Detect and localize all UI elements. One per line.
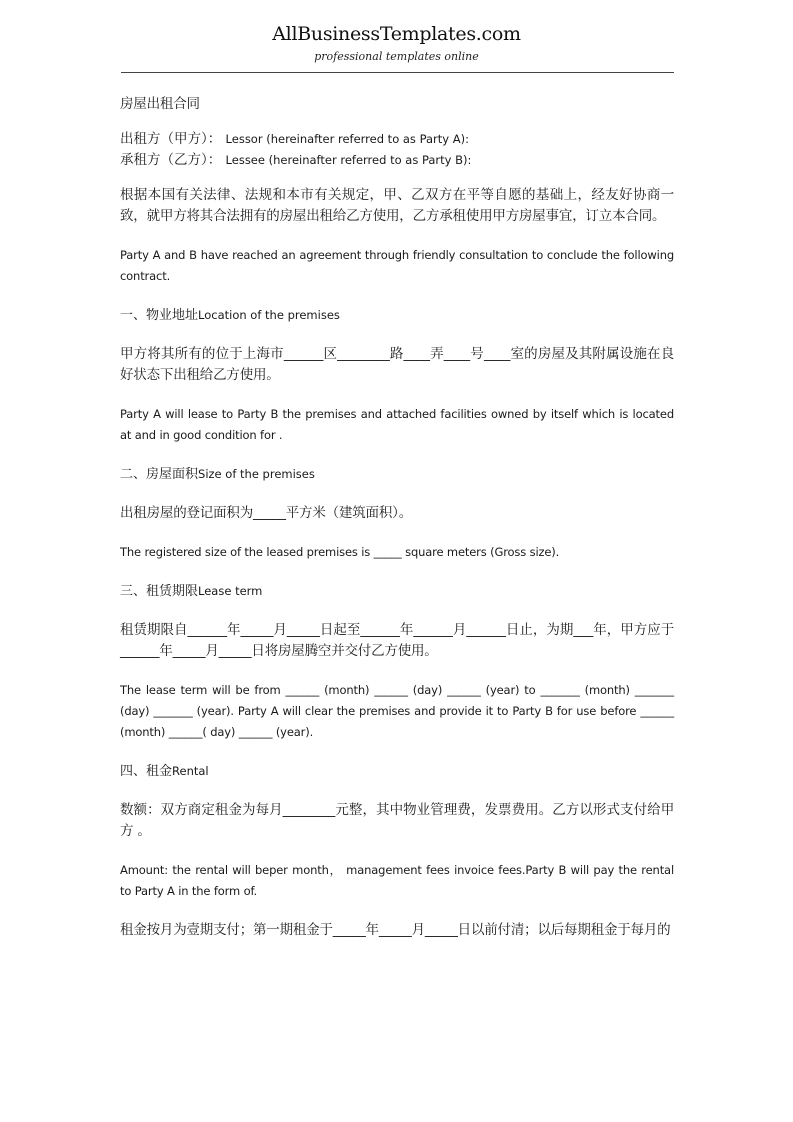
lessee-label-cn: 承租方（乙方）： [120,152,222,168]
lessor-line [120,129,674,150]
section-4-heading-en: Rental [172,764,209,778]
header-divider [121,72,674,73]
lessor-label-en: Lessor (hereinafter referred to as Party A): [225,132,469,146]
section-2-body-cn: 出租房屋的登记面积为_____平方米（建筑面积）。 [120,505,412,521]
site-name: AllBusinessTemplates.com [272,23,521,45]
section-4-body2-cn: 租金按月为壹期支付；第一期租金于_____年_____月_____日以前付清；以后每期租金于每月的 [120,922,671,938]
intro-paragraph-en: Party A and B have reached an agreement through friendly consultation to conclude the following contract. [120,248,674,283]
section-3-heading-cn: 三、租赁期限 [120,584,199,599]
section-1-body-en: Party A will lease to Party B the premises and attached facilities owned by itself which is located at and in good condition for . [120,407,674,442]
lessor-label-cn: 出租方（甲方）： [120,131,222,147]
section-2-heading-cn: 二、房屋面积 [120,467,199,482]
section-2-heading [120,464,674,485]
section-3-heading-en: Lease term [198,584,263,598]
lessee-line [120,150,674,171]
section-1-body-cn: 甲方将其所有的位于上海市______区________路____弄____号____室的房屋及其附属设施在良好状态下出租给乙方使用。 [120,346,674,383]
section-2-body-en: The registered size of the leased premises is _____ square meters (Gross size). [120,545,560,559]
section-3-heading [120,581,674,602]
lessee-label-en: Lessee (hereinafter referred to as Party B): [225,153,472,167]
section-4-body-cn: 数额：双方商定租金为每月________元整，其中物业管理费，发票费用。乙方以形式支付给甲方 。 [120,802,674,839]
section-4-body-en: Amount: the rental will beper month， management fees invoice fees.Party B will pay the rental to Party A in the form of. [120,863,674,898]
contract-document [120,94,674,941]
section-1-heading-en: Location of the premises [198,308,340,322]
section-3-body-cn: 租赁期限自______年_____月_____日起至______年______月______日止，为期___年，甲方应于______年_____月_____日将房屋腾空并交付乙方使用。 [120,622,674,659]
site-tagline: professional templates online [314,50,479,63]
section-2-heading-en: Size of the premises [198,467,315,481]
document-title: 房屋出租合同 [120,96,200,112]
section-1-heading-cn: 一、物业地址 [120,308,199,323]
section-3-body-en: The lease term will be from ______ (month) ______ (day) ______ (year) to _______ (month) _______ (day) _______ (year). Party A will clear the premises and provide it to Party B for use before ______ (month) ______( day) ______ (year). [120,683,674,739]
intro-paragraph-cn: 根据本国有关法律、法规和本市有关规定，甲、乙双方在平等自愿的基础上，经友好协商一致，就甲方将其合法拥有的房屋出租给乙方使用，乙方承租使用甲方房屋事宜，订立本合同。 [120,187,674,224]
section-1-heading [120,305,674,326]
site-header [0,22,793,64]
section-4-heading-cn: 四、租金 [120,764,173,779]
section-4-heading [120,761,674,782]
